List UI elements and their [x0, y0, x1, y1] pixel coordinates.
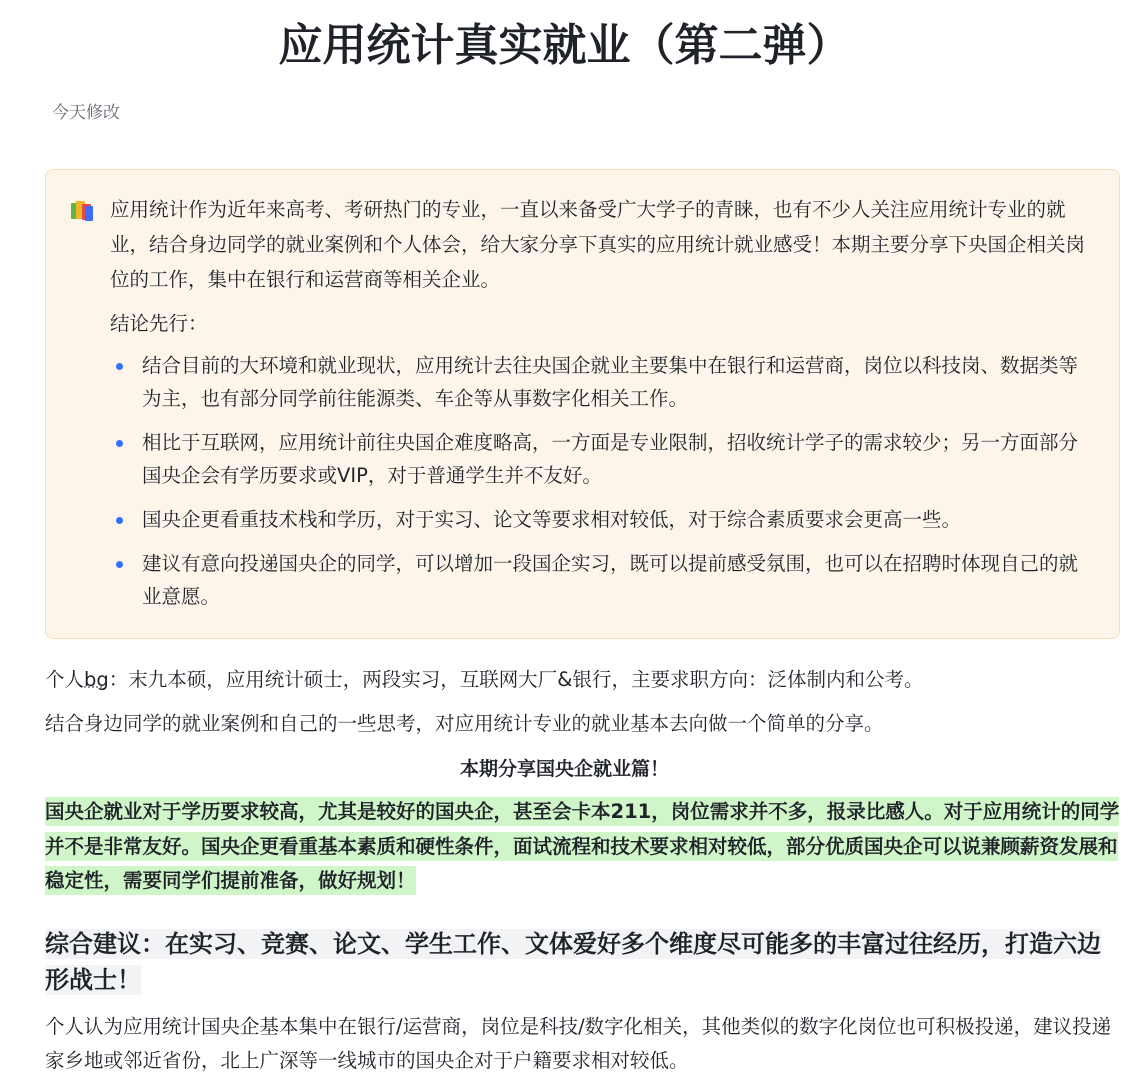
- highlighted-paragraph: [45, 795, 1120, 899]
- bg-prefix: 个人: [45, 668, 85, 691]
- bullet-icon: [116, 517, 123, 524]
- conclusion-label: 结论先行：: [110, 312, 208, 335]
- list-item-text: 建议有意向投递国央企的同学，可以增加一段国企实习，既可以提前感受氛围，也可以在招聘时体现自己的就业意愿。: [142, 552, 1079, 608]
- bullet-icon: [116, 561, 123, 568]
- bullet-icon: [116, 363, 123, 370]
- highlight-text: 国央企就业对于学历要求较高，尤其是较好的国央企，甚至会卡本211，岗位需求并不多，报录比感人。对于应用统计的同学并不是非常友好。国央企更看重基本素质和硬性条件，面试流程和技术要求相对较低，部分优质国央企可以说兼顾薪资发展和稳定性，需要同学们提前准备，做好规划！: [45, 797, 1119, 895]
- section-title: 本期分享国央企就业篇！: [459, 758, 669, 780]
- list-item-text: 结合目前的大环境和就业现状，应用统计去往央国企就业主要集中在银行和运营商，岗位以科技岗、数据类等为主，也有部分同学前往能源类、车企等从事数字化相关工作。: [142, 354, 1079, 410]
- bg-rest: ：末九本硕，应用统计硕士，两段实习，互联网大厂&银行，主要求职方向：泛体制内和公考。: [108, 668, 924, 691]
- list-item-text: 国央企更看重技术栈和学历，对于实习、论文等要求相对较低，对于综合素质要求会更高一些。: [142, 508, 962, 531]
- bullet-icon: [116, 440, 123, 447]
- personal-background: [45, 663, 1120, 697]
- intro-paragraph: 结合身边同学的就业案例和自己的一些思考，对应用统计专业的就业基本去向做一个简单的分享。: [45, 712, 884, 735]
- callout-intro: 应用统计作为近年来高考、考研热门的专业，一直以来备受广大学子的青睐，也有不少人关注应用统计专业的就业，结合身边同学的就业案例和个人体会，给大家分享下真实的应用统计就业感受！本期主要分享下央国企相关岗位的工作，集中在银行和运营商等相关企业。: [110, 198, 1086, 291]
- advice-heading-text: 综合建议：在实习、竞赛、论文、学生工作、文体爱好多个维度尽可能多的丰富过往经历，打造六边形战士！: [45, 930, 1101, 994]
- bg-term[interactable]: bg: [84, 668, 109, 691]
- callout-block: [45, 169, 1120, 639]
- list-item: [110, 503, 1091, 536]
- conclusion-list: [110, 349, 1091, 613]
- books-icon[interactable]: [70, 200, 96, 222]
- list-item: [110, 426, 1091, 492]
- advice-heading: [45, 926, 1120, 998]
- list-item: [110, 349, 1091, 415]
- page-title: 应用统计真实就业（第二弹）: [278, 20, 851, 71]
- list-item: [110, 547, 1091, 613]
- list-item-text: 相比于互联网，应用统计前往央国企难度略高，一方面是专业限制，招收统计学子的需求较少；另一方面部分国央企会有学历要求或VIP，对于普通学生并不友好。: [142, 431, 1079, 487]
- final-paragraph: 个人认为应用统计国央企基本集中在银行/运营商，岗位是科技/数字化相关，其他类似的数字化岗位也可积极投递，建议投递家乡地或邻近省份，北上广深等一线城市的国央企对于户籍要求相对较低。: [45, 1015, 1112, 1072]
- modified-status: 今天修改: [52, 103, 120, 123]
